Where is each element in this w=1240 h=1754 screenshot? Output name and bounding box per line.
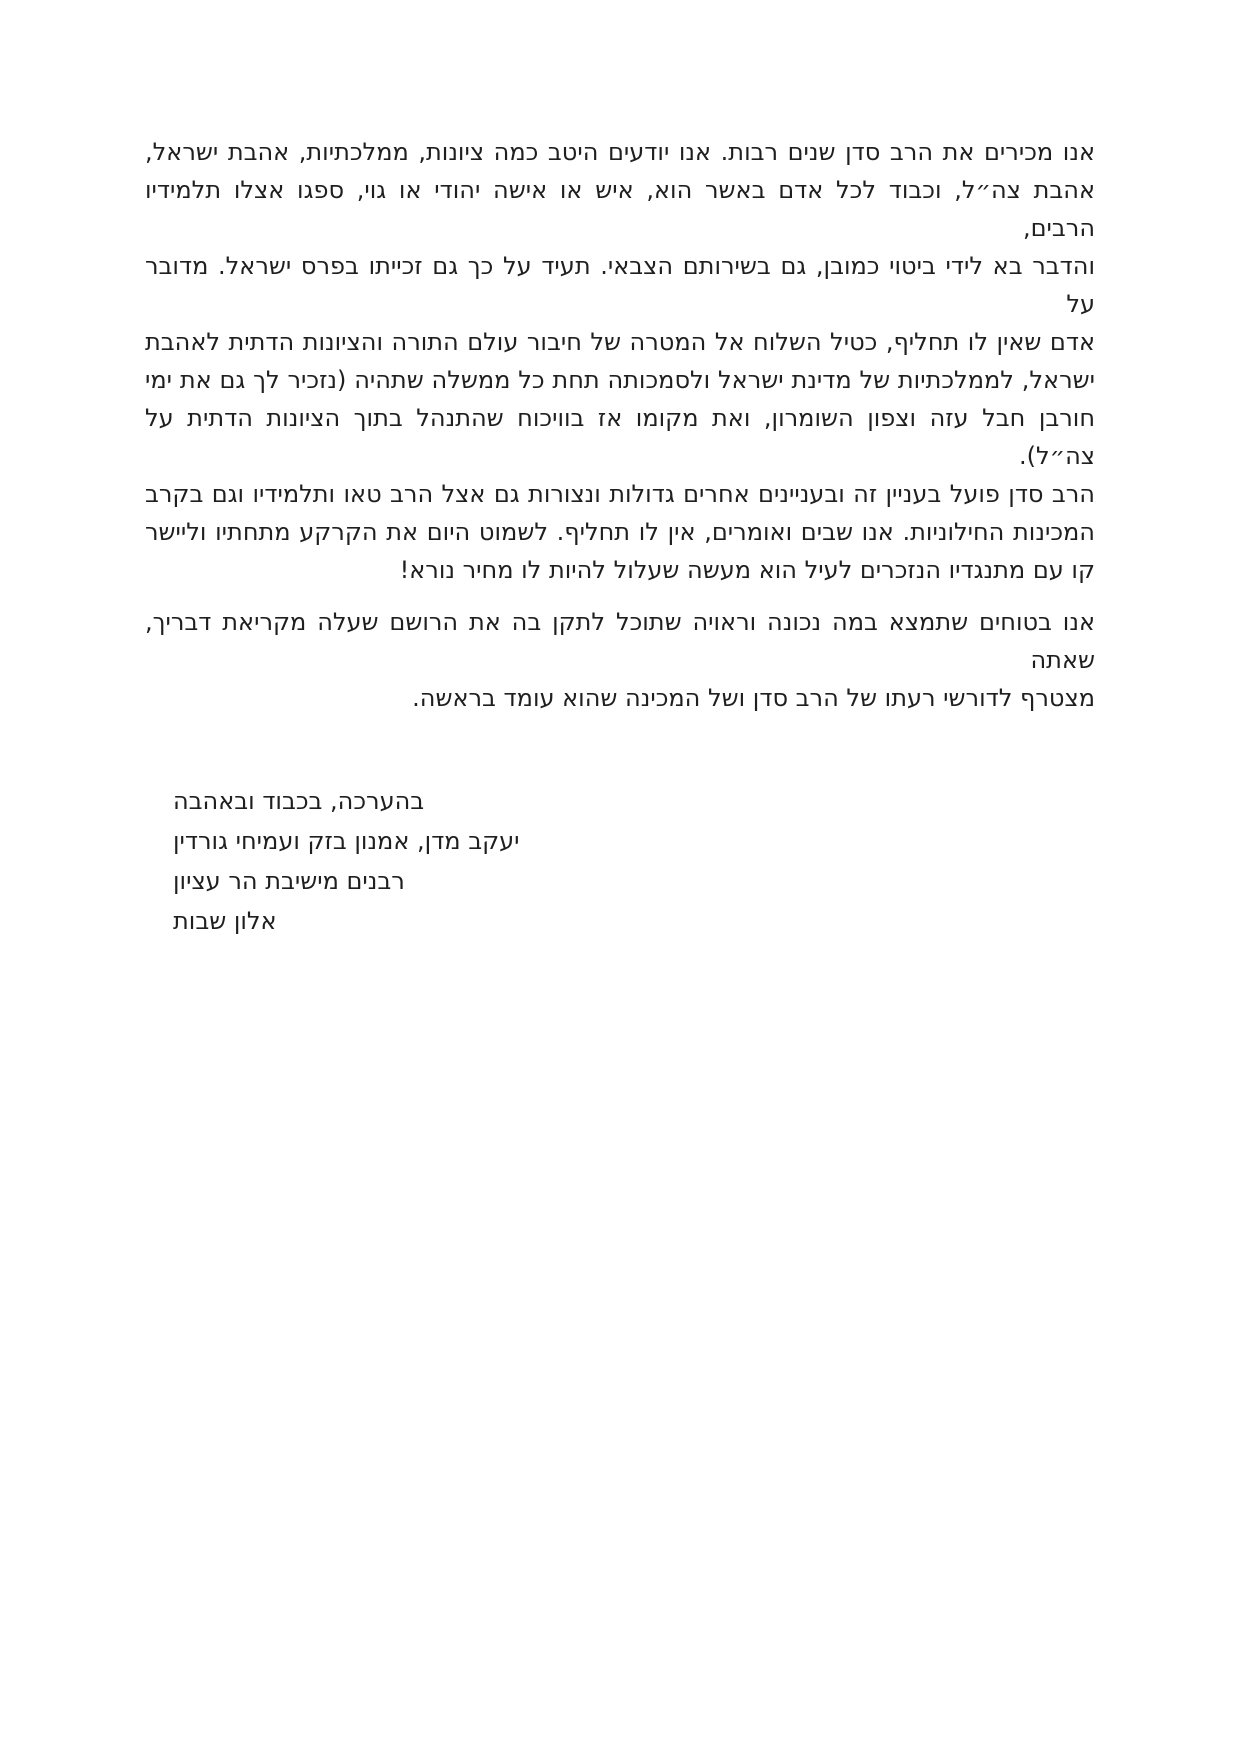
signature-closing: בהערכה, בכבוד ובאהבה — [173, 787, 425, 815]
text-line: והדבר בא לידי ביטוי כמובן, גם בשירותם הצבאי. תעיד על כך גם זכייתו בפרס ישראל. מדובר על — [145, 252, 1095, 318]
text-line: אהבת צה״ל, וכבוד לכל אדם באשר הוא, איש או אישה יהודי או גוי, ספגו אצלו תלמידיו הרבים, — [145, 176, 1095, 242]
text-line: ישראל, לממלכתיות של מדינת ישראל ולסמכותה תחת כל ממשלה שתהיה (נזכיר לך גם את ימי — [145, 366, 1095, 394]
text-line: אדם שאין לו תחליף, כטיל השלוח אל המטרה של חיבור עולם התורה והציונות הדתית לאהבת — [145, 328, 1095, 356]
text-line: המכינות החילוניות. אנו שבים ואומרים, אין לו תחליף. לשמוט היום את הקרקע מתחתיו וליישר — [145, 518, 1095, 546]
text-line: קו עם מתנגדיו הנזכרים לעיל הוא מעשה שעלול להיות לו מחיר נורא! — [399, 556, 1095, 584]
text-line: הרב סדן פועל בעניין זה ובעניינים אחרים גדולות ונצורות גם אצל הרב טאו ותלמידיו וגם בקרב — [145, 480, 1095, 508]
text-line: מצטרף לדורשי רעתו של הרב סדן ושל המכינה שהוא עומד בראשה. — [412, 684, 1095, 712]
text-line: אנו מכירים את הרב סדן שנים רבות. אנו יודעים היטב כמה ציונות, ממלכתיות, אהבת ישראל, — [145, 138, 1095, 166]
signature-location: אלון שבות — [173, 907, 277, 935]
body-paragraph-1 — [145, 133, 1095, 589]
letter-body — [145, 133, 1095, 941]
text-line: חורבן חבל עזה וצפון השומרון, ואת מקומו אז בוויכוח שהתנהל בתוך הציונות הדתית על צה״ל). — [145, 404, 1095, 470]
signature-role: רבנים מישיבת הר עציון — [173, 867, 405, 895]
body-paragraph-2 — [145, 603, 1095, 717]
signature-block — [145, 781, 1095, 941]
signature-names: יעקב מדן, אמנון בזק ועמיחי גורדין — [173, 827, 520, 855]
text-line: אנו בטוחים שתמצא במה נכונה וראויה שתוכל לתקן בה את הרושם שעלה מקריאת דבריך, שאתה — [145, 608, 1095, 674]
